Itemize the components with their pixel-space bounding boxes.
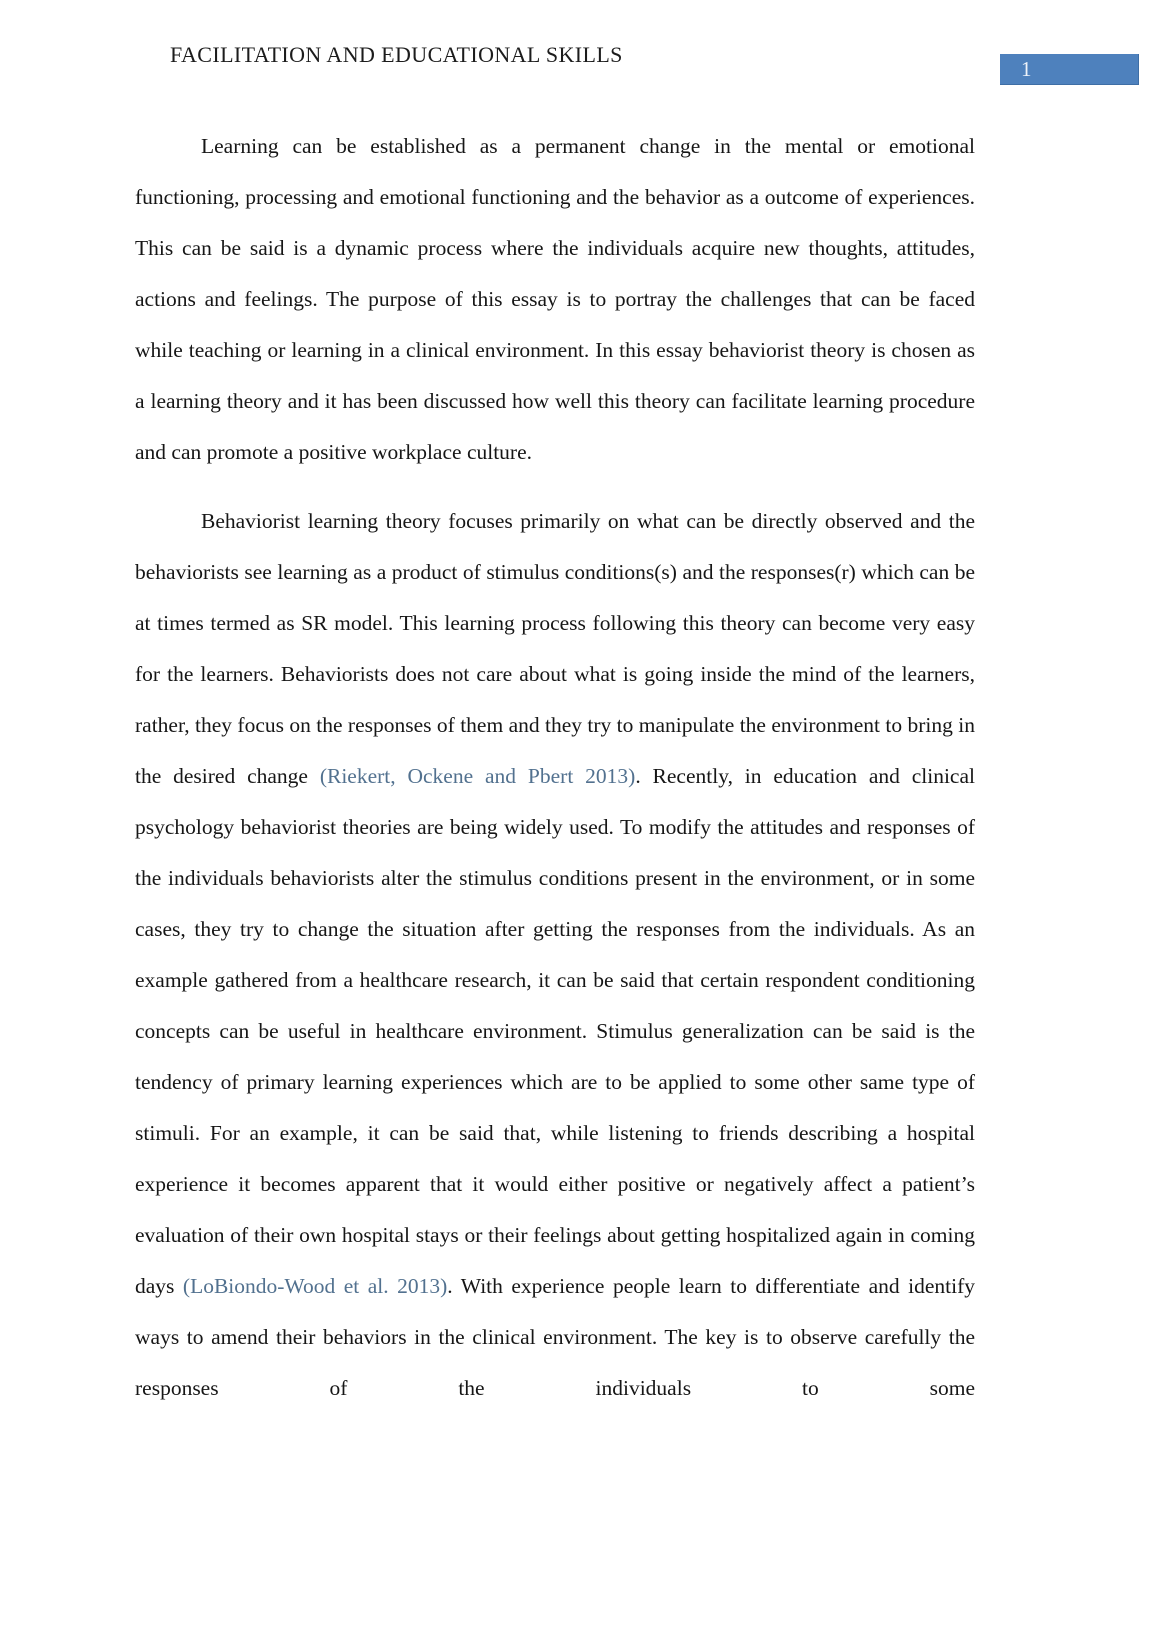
paragraph-text: . With experience people learn to differentiate and identify ways to amend their behaviors in the clinical environment. The key is to observe carefully the responses of the individuals to some: [135, 1274, 975, 1400]
body-paragraph: [135, 121, 975, 478]
page-number: 1: [1021, 56, 1032, 81]
running-head-title: FACILITATION AND EDUCATIONAL SKILLS: [170, 42, 623, 67]
body-paragraph: [135, 496, 975, 1414]
citation-text: (LoBiondo-Wood et al. 2013): [182, 1274, 448, 1298]
citation-text: (Riekert, Ockene and Pbert 2013): [319, 764, 636, 788]
paragraph-text: Behaviorist learning theory focuses primarily on what can be directly observed and the behaviorists see learning as a product of stimulus conditions(s) and the responses(r) which can be at times termed as SR model. This learning process following this theory can become very easy for the learners. Behaviorists does not care about what is going inside the mind of the learners, rather, they focus on the responses of them and they try to manipulate the environment to bring in the desired change: [135, 509, 975, 788]
page-number-badge: [1000, 54, 1139, 85]
paragraph-text: . Recently, in education and clinical psychology behaviorist theories are being widely used. To modify the attitudes and responses of the individuals behaviorists alter the stimulus conditions present in the environment, or in some cases, they try to change the situation after getting the responses from the individuals. As an example gathered from a healthcare research, it can be said that certain respondent conditioning concepts can be useful in healthcare environment. Stimulus generalization can be said is the tendency of primary learning experiences which are to be applied to some other same type of stimuli. For an example, it can be said that, while listening to friends describing a hospital experience it becomes apparent that it would either positive or negatively affect a patient’s evaluation of their own hospital stays or their feelings about getting hospitalized again in coming days: [135, 764, 975, 1298]
paragraph-text: Learning can be established as a permanent change in the mental or emotional functioning, processing and emotional functioning and the behavior as a outcome of experiences. This can be said is a dynamic process where the individuals acquire new thoughts, attitudes, actions and feelings. The purpose of this essay is to portray the challenges that can be faced while teaching or learning in a clinical environment. In this essay behaviorist theory is chosen as a learning theory and it has been discussed how well this theory can facilitate learning procedure and can promote a positive workplace culture.: [135, 134, 975, 464]
document-body: [135, 121, 975, 1414]
